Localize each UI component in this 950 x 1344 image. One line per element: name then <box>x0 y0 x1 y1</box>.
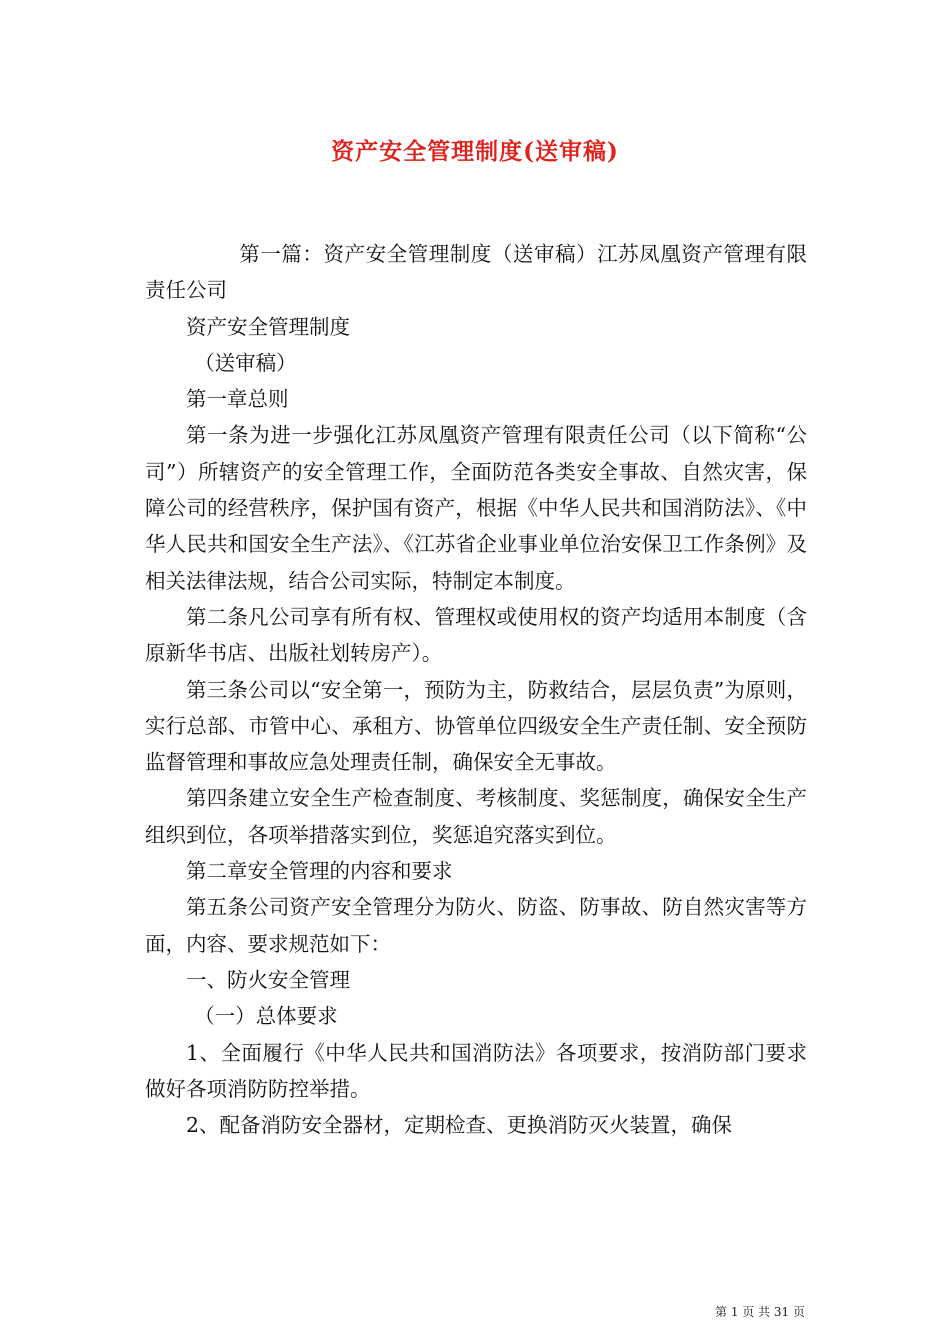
document-title: 资产安全管理制度(送审稿) <box>331 138 619 165</box>
paragraph-chapter-heading: 第一篇：资产安全管理制度（送审稿）江苏凤凰资产管理有限责任公司 <box>145 242 807 303</box>
paragraph-article-4: 第四条建立安全生产检查制度、考核制度、奖惩制度，确保安全生产组织到位，各项举措落实到位，奖惩追究落实到位。 <box>145 786 807 847</box>
paragraph-article-5: 第五条公司资产安全管理分为防火、防盗、防事故、防自然灾害等方面，内容、要求规范如下： <box>145 895 807 956</box>
paragraph-article-2: 第二条凡公司享有所有权、管理权或使用权的资产均适用本制度（含原新华书店、出版社划转房产）。 <box>145 604 807 666</box>
document-body <box>145 236 807 1143</box>
paragraph-general-requirements: （一）总体要求 <box>194 1004 338 1029</box>
paragraph-article-1: 第一条为进一步强化江苏凤凰资产管理有限责任公司（以下简称“公司”）所辖资产的安全管理工作，全面防范各类安全事故、自然灾害，保障公司的经营秩序，保护国有资产，根据《中华人民共和国消防法》、《中华人民共和国安全生产法》、《江苏省企业事业单位治安保卫工作条例》及相关法律法规，结合公司实际，特制定本制度。 <box>145 423 807 593</box>
paragraph-section-fire: 一、防火安全管理 <box>186 967 350 992</box>
paragraph-chapter-2: 第二章安全管理的内容和要求 <box>186 859 453 884</box>
paragraph-subtitle: 资产安全管理制度 <box>186 314 350 339</box>
page-number-footer: 第 1 页 共 31 页 <box>715 1305 805 1319</box>
paragraph-article-3: 第三条公司以“安全第一，预防为主，防救结合，层层负责”为原则，实行总部、市管中心、承租方、协管单位四级安全生产责任制、安全预防监督管理和事故应急处理责任制，确保安全无事故。 <box>145 677 807 775</box>
paragraph-chapter-1: 第一章总则 <box>186 387 289 412</box>
paragraph-item-2: 2、配备消防安全器材，定期检查、更换消防灭火装置，确保 <box>186 1113 733 1138</box>
paragraph-item-1: 1、全面履行《中华人民共和国消防法》各项要求，按消防部门要求做好各项消防防控举措。 <box>145 1040 807 1101</box>
paragraph-draft-note: （送审稿） <box>194 350 297 375</box>
